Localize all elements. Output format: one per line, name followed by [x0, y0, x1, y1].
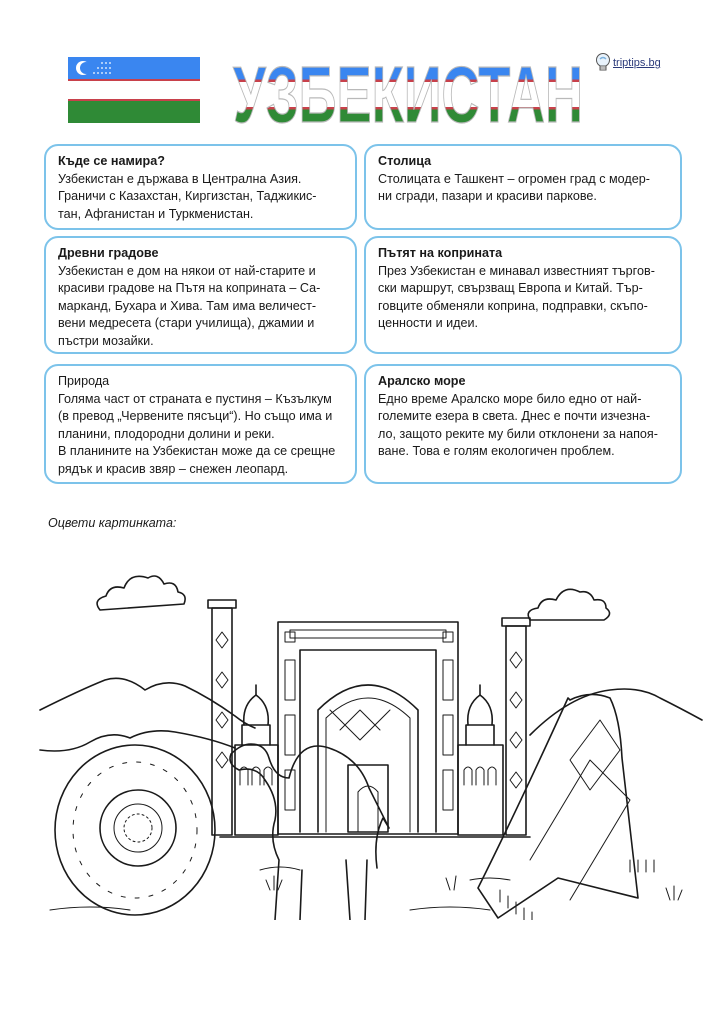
- box-line: В планините на Узбекистан може да се срещне: [58, 444, 336, 458]
- box-line: ни сгради, пазари и красиви паркове.: [378, 189, 597, 203]
- info-box-location: [44, 144, 357, 230]
- flag-green-stripe: [68, 101, 200, 123]
- box-line: говците обменяли коприна, подправки, скъпо-: [378, 298, 648, 313]
- box-line: Столицата е Ташкент – огромен град с модер-: [378, 171, 650, 186]
- madrasa-left-wing: [235, 685, 278, 835]
- hills-left: [40, 731, 235, 751]
- info-box-ancient-cities: [44, 236, 357, 354]
- box-line: През Узбекистан е минавал известният търгов-: [378, 263, 655, 278]
- info-box-aral-sea: [364, 364, 682, 484]
- box-line: красиви градове на Пътя на коприната – Са-: [58, 281, 321, 295]
- bread-non: [55, 745, 215, 915]
- minaret-right: [502, 618, 530, 835]
- box-line: ски маршрут, свързващ Европа и Китай. Тър-: [378, 281, 643, 295]
- info-box-capital: [364, 144, 682, 230]
- box-line: марканд, Бухара и Хива. Там има величест-: [58, 298, 317, 313]
- minaret-left: [208, 600, 236, 835]
- box-heading: Пътят на коприната: [378, 246, 503, 260]
- box-heading: Къде се намира?: [58, 154, 165, 168]
- info-box-nature: [44, 364, 357, 484]
- box-line: вени медресета (стари училища), джамии и: [58, 316, 315, 330]
- box-line: Узбекистан е държава в Централна Азия.: [58, 171, 302, 186]
- info-box-silk-road: [364, 236, 682, 354]
- triptips-logo[interactable]: [595, 52, 661, 74]
- carpet: [478, 694, 654, 920]
- cloud-left: [97, 576, 185, 610]
- box-heading: Природа: [58, 374, 110, 388]
- mountains-left: [40, 678, 255, 728]
- cloud-right: [528, 589, 609, 620]
- box-line: Узбекистан е дом на някои от най-старите и: [58, 263, 316, 278]
- box-line: ценности и идеи.: [378, 316, 479, 330]
- box-line: тан, Афганистан и Туркменистан.: [58, 206, 254, 221]
- box-line: Граничи с Казахстан, Киргизстан, Таджикис-: [58, 189, 317, 203]
- crescent-stars-icon: [68, 57, 200, 79]
- box-heading: Аралско море: [378, 374, 466, 388]
- flag-white-stripe: [68, 81, 200, 99]
- box-line: рядък и красив звяр – снежен леопард.: [58, 461, 289, 476]
- box-line: Едно време Аралско море било едно от най-: [378, 391, 642, 406]
- uzbekistan-flag: [68, 57, 200, 123]
- box-line: ване. Това е голям екологичен проблем.: [378, 444, 615, 458]
- madrasa-right-wing: [458, 685, 503, 835]
- box-line: ло, защото реките му били отклонени за напоя-: [378, 426, 658, 441]
- page-title: [228, 50, 588, 130]
- madrasa: [278, 622, 458, 834]
- box-line: планини, плодородни долини и реки.: [58, 426, 275, 441]
- box-line: големите езера в света. Днес е почти изчезна-: [378, 409, 651, 423]
- box-heading: Столица: [378, 154, 432, 168]
- coloring-picture: [30, 560, 710, 920]
- lightbulb-icon: [595, 52, 611, 74]
- box-line: Голяма част от страната е пустиня – Къзълкум: [58, 391, 332, 406]
- box-heading: Древни градове: [58, 246, 159, 260]
- title-text: УЗБЕКИСТАН: [233, 50, 583, 130]
- triptips-link[interactable]: triptips.bg: [613, 57, 661, 69]
- ground-lines: [50, 610, 510, 910]
- box-line: (в превод „Червените пясъци“). Но също има и: [58, 409, 333, 423]
- box-line: пъстри мозайки.: [58, 333, 154, 348]
- coloring-caption: Оцвети картинката:: [48, 516, 177, 530]
